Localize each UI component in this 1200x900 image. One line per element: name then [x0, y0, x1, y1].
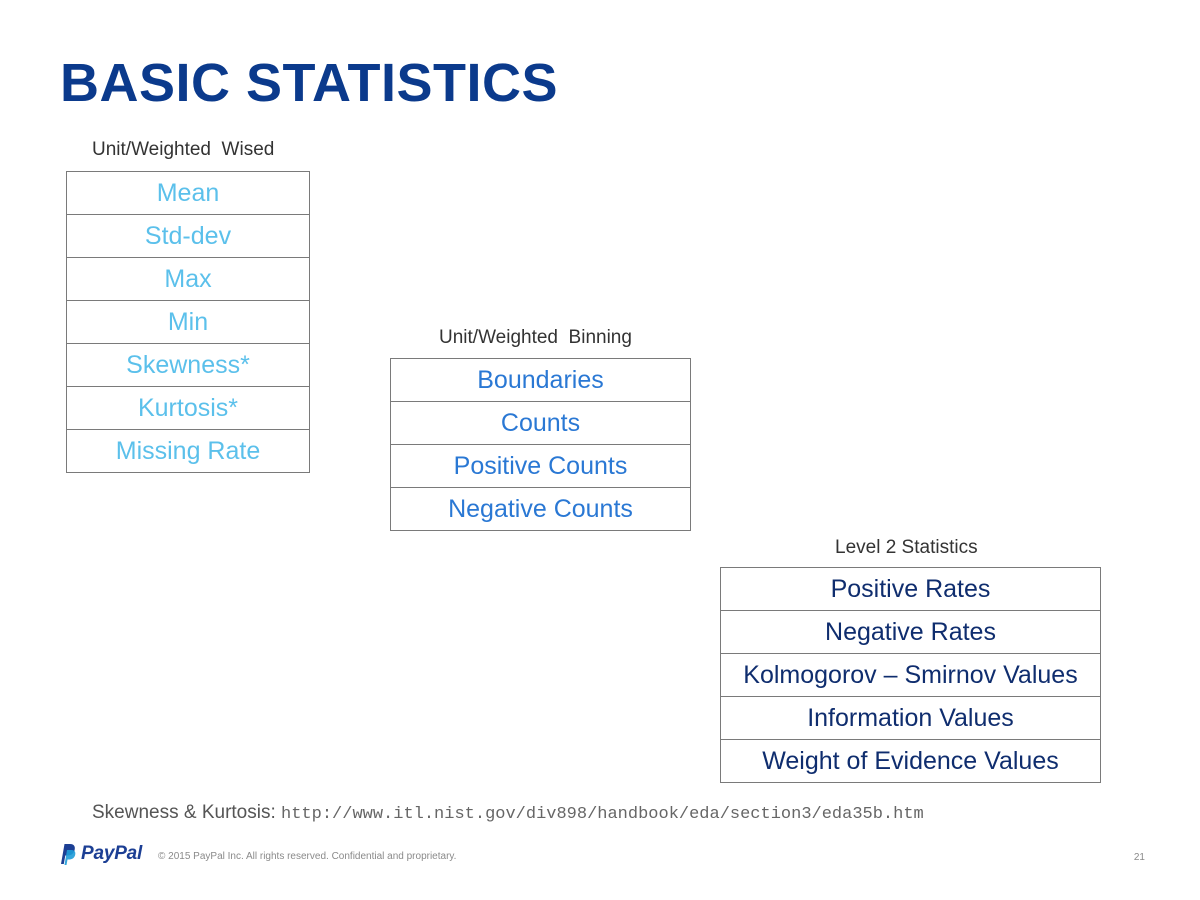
basic-stats-label: Unit/Weighted Wised [92, 139, 275, 160]
table-row [391, 402, 691, 445]
table-row [67, 301, 310, 344]
level2-stat-information-values: Information Values [721, 697, 1101, 740]
basic-stat-missing-rate: Missing Rate [67, 430, 310, 473]
level2-stat-positive-rates: Positive Rates [721, 568, 1101, 611]
footnote [92, 801, 924, 827]
footnote-reference-link[interactable]: http://www.itl.nist.gov/div898/handbook/eda/section3/eda35b.htm [281, 805, 924, 824]
paypal-wordmark: PayPal [81, 843, 143, 864]
table-row [721, 654, 1101, 697]
table-row [391, 445, 691, 488]
basic-stat-std-dev: Std-dev [67, 215, 310, 258]
table-row [67, 258, 310, 301]
table-row [67, 430, 310, 473]
table-row [67, 387, 310, 430]
table-row [391, 488, 691, 531]
table-row [67, 344, 310, 387]
table-row [67, 172, 310, 215]
basic-stats-table [66, 171, 310, 473]
level2-stats-table [720, 567, 1101, 783]
table-row [721, 568, 1101, 611]
level2-stat-ks-values: Kolmogorov – Smirnov Values [721, 654, 1101, 697]
binning-stats-table [390, 358, 691, 531]
table-row [721, 611, 1101, 654]
binning-stats-label: Unit/Weighted Binning [439, 327, 632, 348]
copyright-text: © 2015 PayPal Inc. All rights reserved. Confidential and proprietary. [158, 851, 457, 862]
level2-stat-negative-rates: Negative Rates [721, 611, 1101, 654]
slide-title: BASIC STATISTICS [60, 53, 559, 113]
binning-stat-boundaries: Boundaries [391, 359, 691, 402]
binning-stat-counts: Counts [391, 402, 691, 445]
paypal-logo [58, 843, 142, 865]
basic-stat-max: Max [67, 258, 310, 301]
table-row [391, 359, 691, 402]
table-row [721, 740, 1101, 783]
binning-stat-negative-counts: Negative Counts [391, 488, 691, 531]
table-row [721, 697, 1101, 740]
level2-stats-label: Level 2 Statistics [835, 537, 978, 558]
page-number: 21 [1133, 852, 1145, 863]
basic-stat-min: Min [67, 301, 310, 344]
basic-stat-skewness: Skewness* [67, 344, 310, 387]
footnote-label: Skewness & Kurtosis: [92, 802, 282, 823]
basic-stat-mean: Mean [67, 172, 310, 215]
table-row [67, 215, 310, 258]
basic-stat-kurtosis: Kurtosis* [67, 387, 310, 430]
level2-stat-woe-values: Weight of Evidence Values [721, 740, 1101, 783]
paypal-p-icon [58, 843, 76, 865]
binning-stat-positive-counts: Positive Counts [391, 445, 691, 488]
